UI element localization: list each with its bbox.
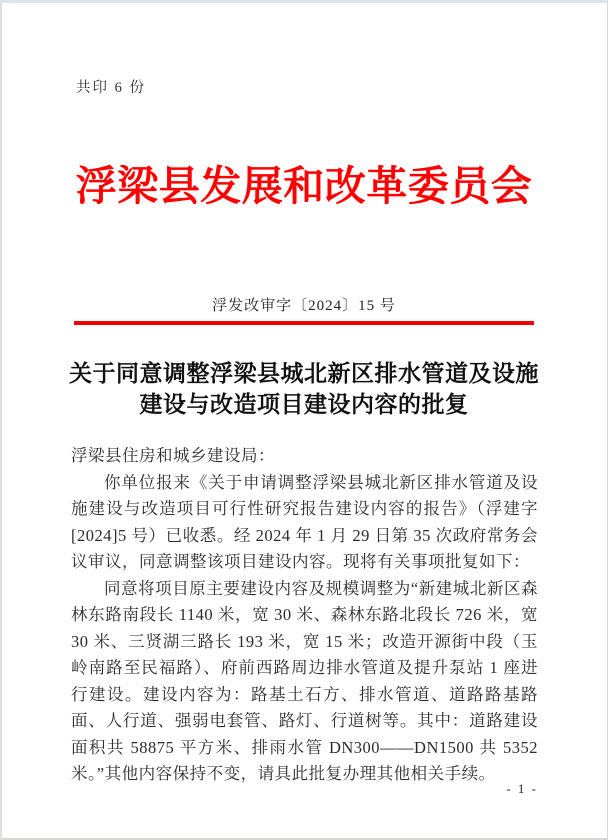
copies-note: 共印 6 份 bbox=[76, 80, 146, 96]
red-divider-rule bbox=[74, 321, 534, 325]
issuing-agency-header: 浮梁县发展和改革委员会 bbox=[75, 163, 533, 209]
document-title-line2: 建设与改造项目建设内容的批复 bbox=[139, 392, 469, 417]
document-body bbox=[71, 443, 538, 788]
document-number: 浮发改审字〔2024〕15 号 bbox=[212, 298, 396, 314]
page-number: - 1 - bbox=[506, 781, 538, 796]
document-title bbox=[0, 358, 608, 420]
document-title-line1: 关于同意调整浮梁县城北新区排水管道及设施 bbox=[69, 361, 539, 386]
recipient-line: 浮梁县住房和城乡建设局： bbox=[71, 446, 275, 465]
body-paragraph: 你单位报来《关于申请调整浮梁县城北新区排水管道及设施建设与改造项目可行性研究报告建设内容的报告》（浮建字[2024]5 号）已收悉。经 2024 年 1 月 29 日第 35 次政府常务会议审议，同意调整该项目建设内容。现将有关事项批复如下： bbox=[71, 472, 538, 571]
body-paragraph: 同意将项目原主要建设内容及规模调整为“新建城北新区森林东路南段长 1140 米，宽 30 米、森林东路北段长 726 米，宽 30 米、三贤湖三路长 193 米，宽 15 米；改造开源街中段（玉岭南路至民福路）、府前西路周边排水管道及提升泵站 1 座进行建设。建设内容为：路基土石方、排水管道、道路路基路面、人行道、强弱电套管、路灯、行道树等。其中：道路建设面积共 58875 平方米、排雨水管 DN300——DN1500 共 5352 米。”其他内容保持不变，请具此批复办理其他相关手续。 bbox=[71, 578, 538, 783]
